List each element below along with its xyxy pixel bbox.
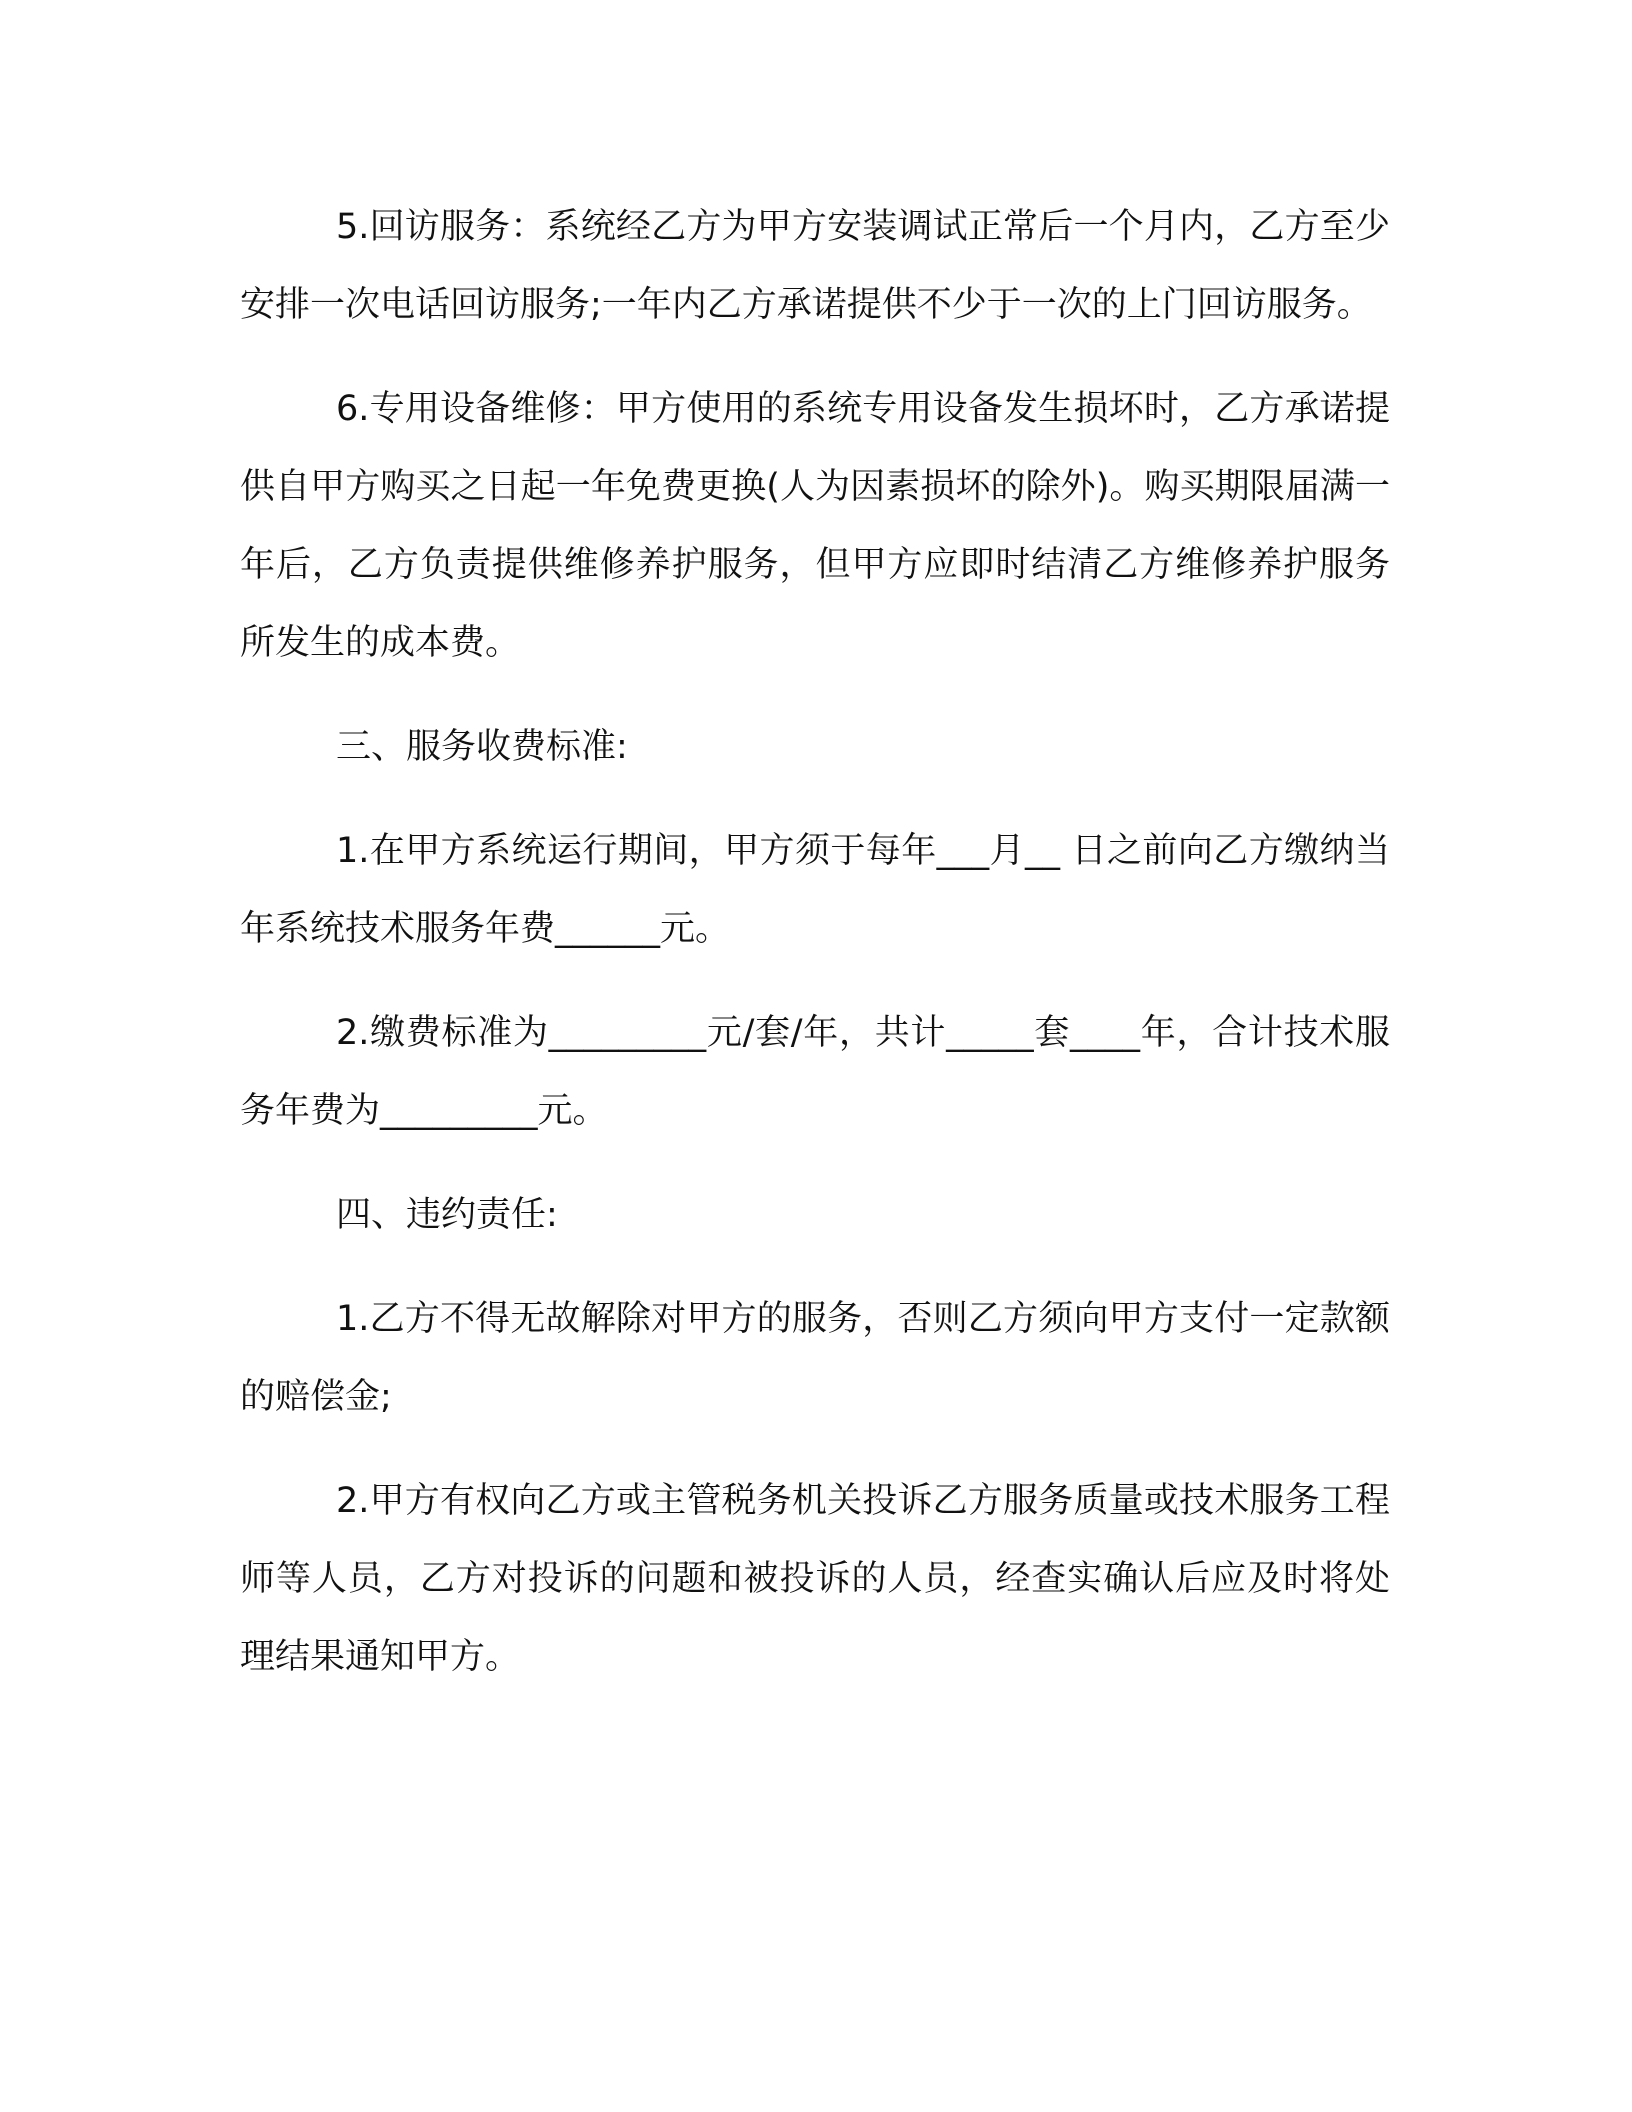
- clause-annual-fee-payment: 1.在甲方系统运行期间，甲方须于每年___月__ 日之前向乙方缴纳当年系统技术服务年费______元。: [240, 831, 1390, 949]
- section-heading-service-fees: 三、服务收费标准:: [336, 727, 628, 767]
- clause-equipment-repair: 6.专用设备维修：甲方使用的系统专用设备发生损坏时，乙方承诺提供自甲方购买之日起一年免费更换(人为因素损坏的除外)。购买期限届满一年后，乙方负责提供维修养护服务，但甲方应即时结清乙方维修养护服务所发生的成本费。: [240, 389, 1390, 663]
- clause-complaint-rights: 2.甲方有权向乙方或主管税务机关投诉乙方服务质量或技术服务工程师等人员，乙方对投诉的问题和被投诉的人员，经查实确认后应及时将处理结果通知甲方。: [240, 1481, 1390, 1677]
- document-body: [240, 188, 1390, 1722]
- clause-no-termination: 1.乙方不得无故解除对甲方的服务，否则乙方须向甲方支付一定款额的赔偿金;: [240, 1299, 1390, 1417]
- section-heading-breach-liability: 四、违约责任:: [336, 1195, 558, 1235]
- clause-return-visit-service: 5.回访服务：系统经乙方为甲方安装调试正常后一个月内，乙方至少安排一次电话回访服务;一年内乙方承诺提供不少于一次的上门回访服务。: [240, 207, 1390, 325]
- clause-fee-standard: 2.缴费标准为_________元/套/年，共计_____套____年，合计技术服务年费为_________元。: [240, 1013, 1390, 1131]
